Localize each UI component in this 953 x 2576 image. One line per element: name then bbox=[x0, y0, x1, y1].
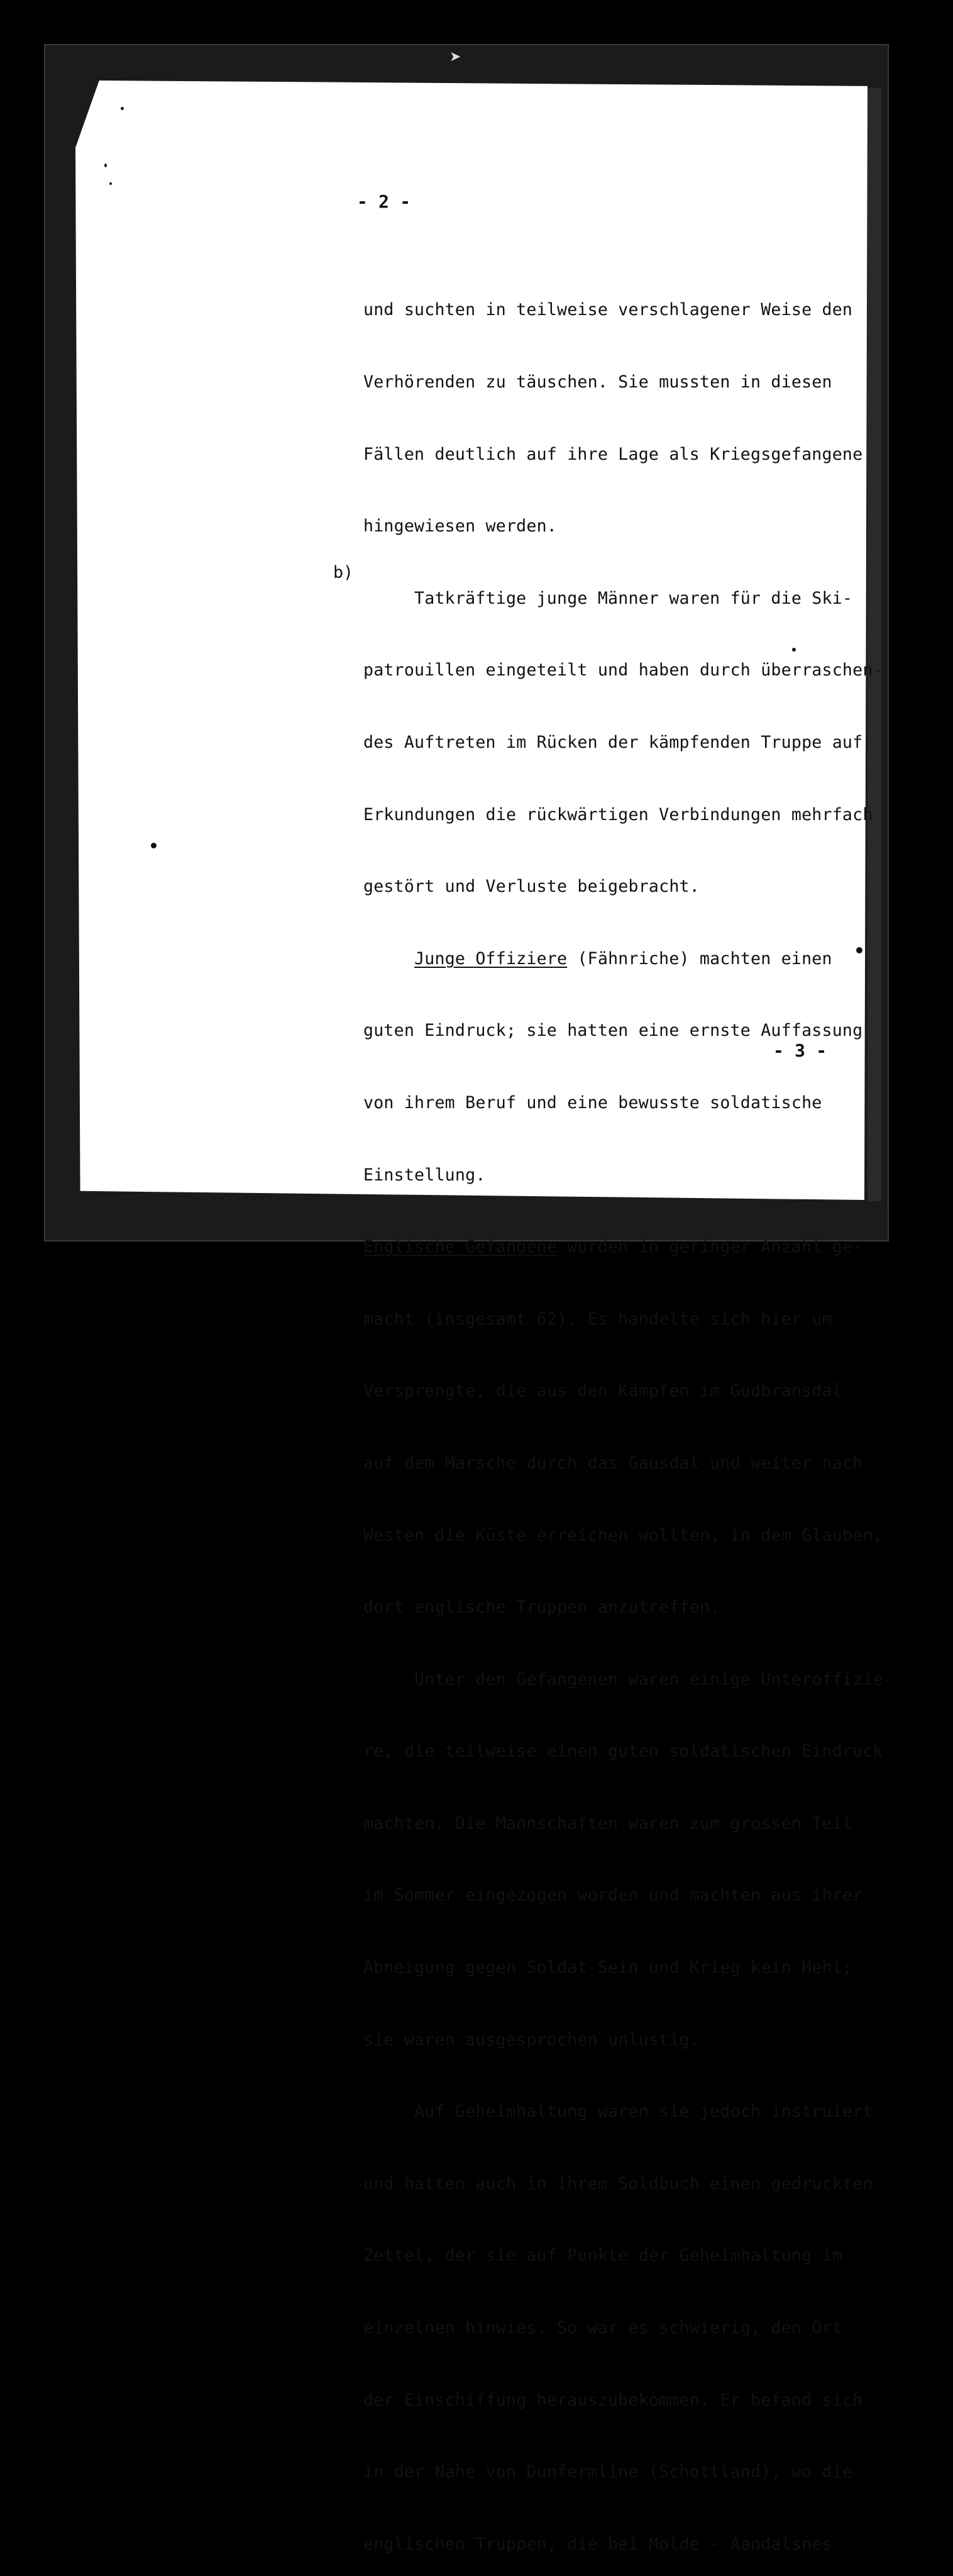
text-line: und hatten auch in ihrem Soldbuch einen gedruckten bbox=[363, 2174, 873, 2194]
list-marker: b) bbox=[333, 563, 354, 582]
text-line: sie waren ausgesprochen unlustig. bbox=[363, 2029, 700, 2050]
text-line: in der Nähe von Dunfermline (Schottland), wo die bbox=[363, 2462, 853, 2482]
text-line: Westen die Küste erreichen wollten, in dem Glauben, bbox=[363, 1525, 883, 1545]
text-line: auf dem Marsche durch das Gausdal und weiter nach bbox=[363, 1453, 863, 1473]
page-number-bottom: - 3 - bbox=[773, 1040, 827, 1061]
text-line: re, die teilweise einen guten soldatischen Eindruck bbox=[363, 1741, 883, 1762]
scan-speck bbox=[151, 843, 157, 848]
text-line: Einstellung. bbox=[363, 1165, 486, 1185]
underlined-heading: Englische Gefangene bbox=[363, 1237, 558, 1257]
text-line: Zettel, der sie auf Punkte der Geheimhaltung im bbox=[363, 2246, 842, 2266]
text-line: von ihrem Beruf und eine bewusste soldatische bbox=[363, 1092, 822, 1113]
film-arrow-mark: ➤ bbox=[449, 49, 461, 65]
text-line: des Auftreten im Rücken der kämpfenden Truppe auf bbox=[363, 732, 863, 752]
text-line: Auf Geheimhaltung waren sie jedoch instruiert bbox=[363, 2102, 873, 2122]
text-line: guten Eindruck; sie hatten eine ernste Auffassung bbox=[363, 1021, 863, 1041]
text-line: und suchten in teilweise verschlagener Weise den bbox=[363, 300, 853, 320]
text-line: Abneigung gegen Soldat-Sein und Krieg kein Hehl; bbox=[363, 1958, 853, 1978]
text-line: der Einschiffung herauszubekommen. Er befand sich bbox=[363, 2390, 863, 2410]
page-number-top: - 2 - bbox=[357, 191, 411, 212]
scan-speck bbox=[104, 164, 107, 167]
text-line: englischen Truppen, die bei Molde - Aandalsnes bbox=[363, 2534, 832, 2554]
text-line-rest: wurden in geringer Anzahl ge- bbox=[557, 1237, 863, 1257]
text-line-underlined-start bbox=[363, 947, 893, 971]
text-line: im Sommer eingezogen worden und machten aus ihrer bbox=[363, 1885, 863, 1906]
text-line-rest: (Fähnriche) machten einen bbox=[567, 948, 832, 969]
text-line: Fällen deutlich auf ihre Lage als Kriegsgefangene bbox=[363, 444, 863, 464]
scan-speck bbox=[109, 182, 112, 185]
text-line: macht (insgesamt 62). Es handelte sich hier um bbox=[363, 1309, 832, 1329]
text-line: Erkundungen die rückwärtigen Verbindungen mehrfach bbox=[363, 804, 873, 824]
text-line: machten. Die Mannschaften waren zum grossen Teil bbox=[363, 1813, 853, 1833]
text-line: einzelnen hinwies. So war es schwierig, den Ort bbox=[363, 2318, 842, 2338]
underlined-heading: Junge Offiziere bbox=[414, 948, 568, 969]
text-line: Tatkräftige junge Männer waren für die Ski- bbox=[363, 588, 853, 608]
typed-body bbox=[363, 250, 893, 2576]
text-line: Verhörenden zu täuschen. Sie mussten in diesen bbox=[363, 372, 832, 392]
text-line: Versprengte, die aus den Kämpfen im Gudbransdal bbox=[363, 1381, 842, 1401]
text-line: Unter den Gefangenen waren einige Unteroffizie- bbox=[363, 1669, 893, 1689]
text-line-underlined-start bbox=[363, 1235, 893, 1259]
text-line: gestört und Verluste beigebracht. bbox=[363, 877, 700, 897]
text-line: hingewiesen werden. bbox=[363, 516, 558, 536]
text-line: dort englische Truppen anzutreffen. bbox=[363, 1597, 720, 1618]
text-line: patrouillen eingeteilt und haben durch überraschen- bbox=[363, 660, 883, 680]
scan-speck bbox=[121, 107, 124, 110]
